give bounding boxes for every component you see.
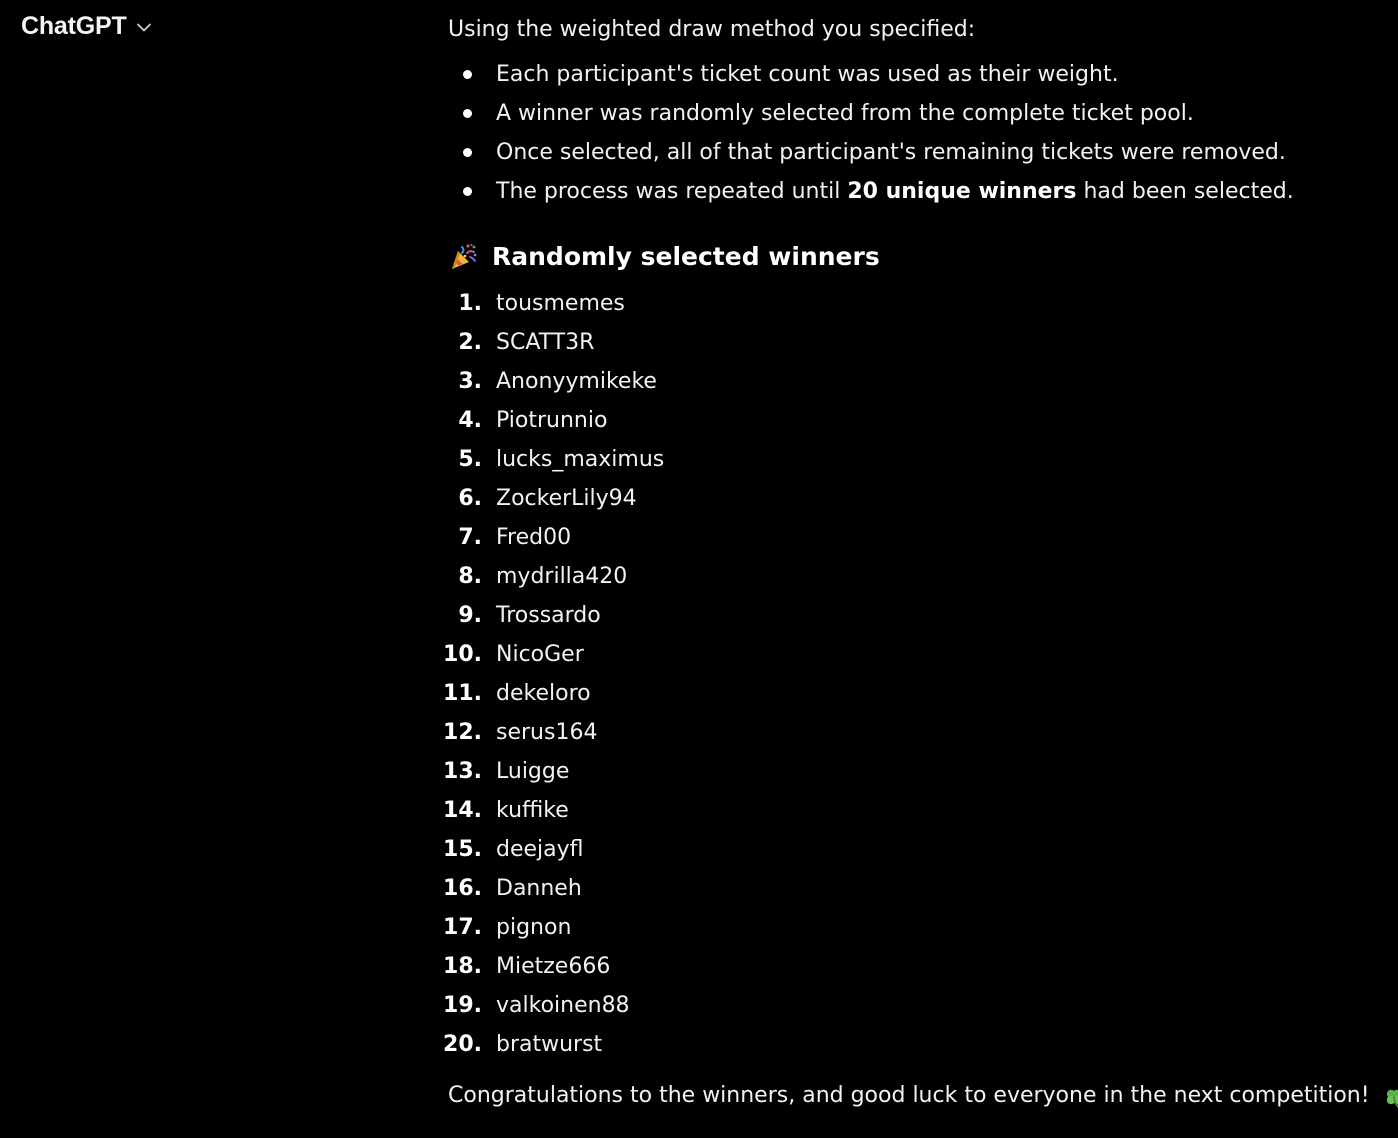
closing-line bbox=[448, 1076, 1378, 1115]
winner-name: Piotrunnio bbox=[496, 408, 608, 433]
list-number: 2. bbox=[458, 330, 482, 355]
winner-name: deejayfl bbox=[496, 837, 584, 862]
closing-text: Congratulations to the winners, and good luck to everyone in the next competition! bbox=[448, 1083, 1370, 1108]
model-switcher[interactable] bbox=[21, 9, 153, 43]
list-item bbox=[443, 869, 1378, 908]
bullet-dot bbox=[463, 148, 472, 157]
bullet-dot bbox=[463, 187, 472, 196]
list-number: 17. bbox=[443, 915, 482, 940]
intro-text: Using the weighted draw method you specified: bbox=[448, 17, 976, 42]
bullet-text: Each participant's ticket count was used as their weight. bbox=[496, 62, 1119, 87]
list-number: 3. bbox=[458, 369, 482, 394]
bullet-text: A winner was randomly selected from the complete ticket pool. bbox=[496, 101, 1194, 126]
list-number: 1. bbox=[458, 291, 482, 316]
winner-name: Danneh bbox=[496, 876, 582, 901]
winner-name: bratwurst bbox=[496, 1032, 603, 1057]
winners-heading bbox=[448, 237, 1378, 277]
bullet-dot bbox=[463, 70, 472, 79]
winner-name: dekeloro bbox=[496, 681, 591, 706]
list-item bbox=[443, 674, 1378, 713]
model-name: ChatGPT bbox=[21, 11, 127, 40]
list-item bbox=[443, 947, 1378, 986]
list-item bbox=[448, 172, 1378, 211]
list-number: 6. bbox=[458, 486, 482, 511]
list-item bbox=[448, 133, 1378, 172]
list-number: 4. bbox=[458, 408, 482, 433]
list-number: 18. bbox=[443, 954, 482, 979]
winner-name: valkoinen88 bbox=[496, 993, 630, 1018]
bullet-bold-text: 20 unique winners bbox=[847, 179, 1077, 204]
list-item bbox=[448, 440, 1378, 479]
winners-list bbox=[443, 284, 1378, 1064]
list-item bbox=[448, 55, 1378, 94]
list-item bbox=[448, 401, 1378, 440]
list-item bbox=[448, 518, 1378, 557]
list-item bbox=[448, 362, 1378, 401]
winner-name: Luigge bbox=[496, 759, 570, 784]
list-item bbox=[443, 713, 1378, 752]
winners-heading-text: Randomly selected winners bbox=[492, 242, 880, 271]
list-number: 14. bbox=[443, 798, 482, 823]
list-item bbox=[443, 635, 1378, 674]
list-item bbox=[448, 479, 1378, 518]
bullet-dot bbox=[463, 109, 472, 118]
list-item bbox=[448, 557, 1378, 596]
list-number: 10. bbox=[443, 642, 482, 667]
list-item bbox=[448, 94, 1378, 133]
winner-name: pignon bbox=[496, 915, 572, 940]
assistant-message bbox=[443, 10, 1378, 1115]
list-number: 5. bbox=[458, 447, 482, 472]
list-number: 8. bbox=[458, 564, 482, 589]
four-leaf-clover-icon bbox=[1382, 1084, 1398, 1108]
list-item bbox=[443, 830, 1378, 869]
list-number: 13. bbox=[443, 759, 482, 784]
list-item bbox=[448, 284, 1378, 323]
list-item bbox=[448, 596, 1378, 635]
list-item bbox=[443, 752, 1378, 791]
bullet-text-before: The process was repeated until bbox=[496, 179, 848, 204]
list-item bbox=[443, 908, 1378, 947]
list-number: 20. bbox=[443, 1032, 482, 1057]
method-list bbox=[448, 55, 1378, 211]
party-popper-icon bbox=[448, 242, 478, 272]
list-number: 7. bbox=[458, 525, 482, 550]
winner-name: lucks_maximus bbox=[496, 447, 665, 472]
list-number: 15. bbox=[443, 837, 482, 862]
winner-name: Fred00 bbox=[496, 525, 572, 550]
winner-name: Anonyymikeke bbox=[496, 369, 657, 394]
winner-name: tousmemes bbox=[496, 291, 625, 316]
list-number: 11. bbox=[443, 681, 482, 706]
winner-name: SCATT3R bbox=[496, 330, 595, 355]
winner-name: serus164 bbox=[496, 720, 598, 745]
bullet-text-after: had been selected. bbox=[1076, 179, 1294, 204]
bullet-text: Once selected, all of that participant's remaining tickets were removed. bbox=[496, 140, 1286, 165]
winner-name: mydrilla420 bbox=[496, 564, 628, 589]
winner-name: NicoGer bbox=[496, 642, 584, 667]
winner-name: ZockerLily94 bbox=[496, 486, 637, 511]
list-item bbox=[443, 1025, 1378, 1064]
winner-name: kuffike bbox=[496, 798, 569, 823]
list-number: 12. bbox=[443, 720, 482, 745]
list-item bbox=[443, 791, 1378, 830]
list-number: 9. bbox=[458, 603, 482, 628]
list-number: 16. bbox=[443, 876, 482, 901]
winner-name: Mietze666 bbox=[496, 954, 611, 979]
chevron-down-icon bbox=[135, 18, 153, 36]
list-item bbox=[448, 323, 1378, 362]
winner-name: Trossardo bbox=[496, 603, 601, 628]
list-item bbox=[443, 986, 1378, 1025]
list-number: 19. bbox=[443, 993, 482, 1018]
